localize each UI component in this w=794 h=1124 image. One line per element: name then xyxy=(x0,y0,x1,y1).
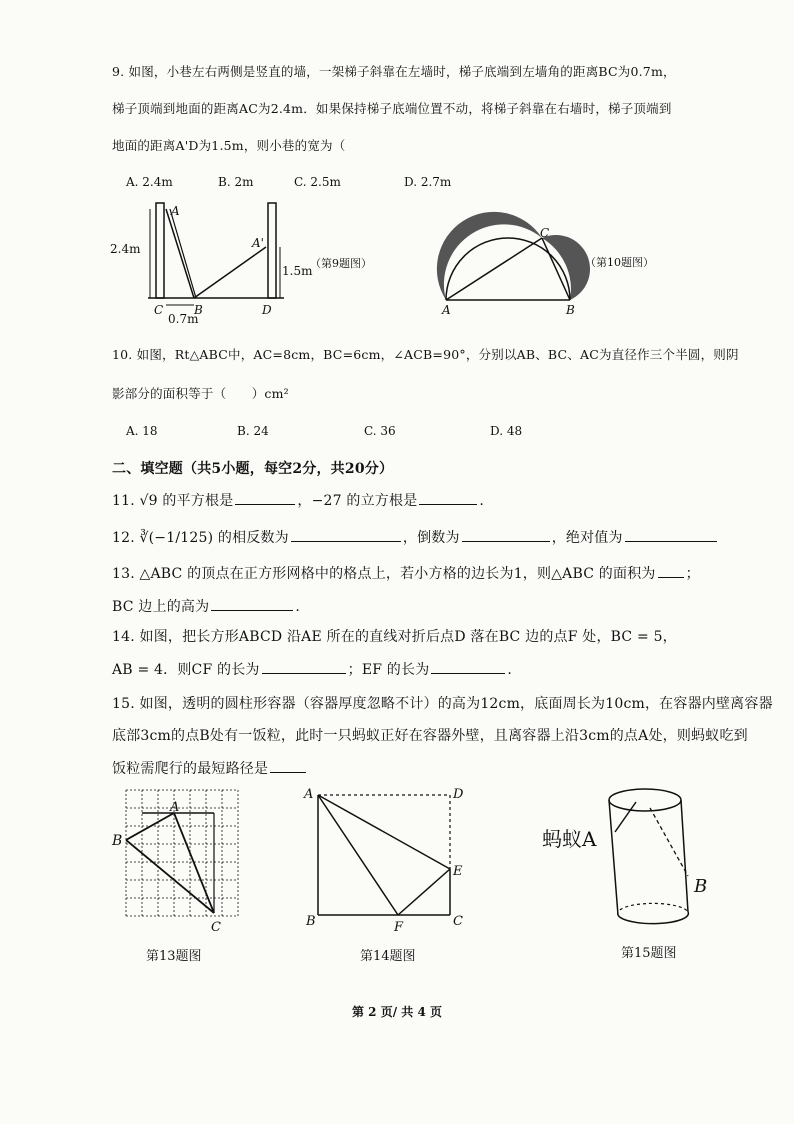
q12-blank-3[interactable] xyxy=(625,528,717,542)
figure-14-caption: 第14题图 xyxy=(360,949,416,964)
point-f: F xyxy=(394,920,404,935)
q15-line2: 底部3cm的点B处有一饭粒，此时一只蚂蚁正好在容器外壁，且离容器上沿3cm的点A处，则蚂蚁吃到 xyxy=(112,728,748,744)
point-c: C xyxy=(453,914,463,929)
point-a: A xyxy=(170,800,180,815)
q12-blank-2[interactable] xyxy=(462,528,550,542)
point-b: B xyxy=(694,876,708,897)
triangle-side-ba xyxy=(126,813,174,840)
figure-10-caption: （第10题图） xyxy=(585,256,654,269)
cylinder-bottom-back xyxy=(618,903,688,915)
section-2-title: 二、填空题（共5小题，每空2分，共20分） xyxy=(112,461,394,477)
point-c: C xyxy=(211,920,221,935)
figure-13-caption: 第13题图 xyxy=(146,949,202,964)
point-c: C xyxy=(154,303,164,317)
q14-text-a: AB = 4．则CF 的长为 xyxy=(112,662,260,678)
point-a: A xyxy=(304,787,314,802)
figure-9-caption: （第9题图） xyxy=(310,257,372,270)
ladder-right xyxy=(194,247,266,298)
figure-15-caption: 第15题图 xyxy=(621,946,677,961)
q9-option-b: B. 2m xyxy=(218,175,254,189)
q13-text-2-end: . xyxy=(295,599,300,615)
point-d: D xyxy=(453,787,464,802)
q14-blank-ef[interactable] xyxy=(431,660,505,674)
q13-text-1-end: ； xyxy=(685,566,700,582)
figure-15 xyxy=(540,780,720,940)
q13-blank-area[interactable] xyxy=(658,564,684,578)
q15-text-3: 饭粒需爬行的最短路径是 xyxy=(112,761,269,777)
q11-part1: 11. √9 的平方根是 xyxy=(112,493,234,509)
q10-text-line1: 10. 如图，Rt△ABC中，AC=8cm，BC=6cm，∠ACB=90°，分别以AB、BC、AC为直径作三个半圆，则阴 xyxy=(112,347,739,362)
point-b: B xyxy=(112,833,123,849)
point-c: C xyxy=(540,226,550,240)
q14-line2 xyxy=(112,659,512,679)
q13-text-1: 13. △ABC 的顶点在正方形网格中的格点上，若小方格的边长为1，则△ABC 的面积为 xyxy=(112,566,656,582)
figure-9 xyxy=(110,195,410,325)
left-wall xyxy=(156,203,164,298)
figure-10 xyxy=(430,210,690,320)
triangle-side-bc xyxy=(126,840,214,913)
q14-blank-cf[interactable] xyxy=(262,660,346,674)
figure-14 xyxy=(300,785,480,935)
cylinder-right-side xyxy=(681,800,688,912)
q11-blank-2[interactable] xyxy=(419,491,477,505)
label-0-7m: 0.7m xyxy=(168,312,199,326)
path-a-to-rim xyxy=(615,802,636,832)
q10-option-c: C. 36 xyxy=(364,424,396,438)
q11-part2: ，−27 的立方根是 xyxy=(297,493,418,509)
q11-question xyxy=(112,490,484,510)
q11-blank-1[interactable] xyxy=(235,491,295,505)
q9-text-line3: 地面的距离A'D为1.5m，则小巷的宽为（ xyxy=(112,138,346,153)
fold-line-ae xyxy=(318,795,450,869)
q9-option-a: A. 2.4m xyxy=(126,175,173,189)
shaded-lune-left xyxy=(437,212,542,300)
q10-option-b: B. 24 xyxy=(237,424,269,438)
q10-text-line2: 影部分的面积等于（ ）cm² xyxy=(112,386,289,401)
ant-label: 蚂蚁A xyxy=(542,827,597,851)
cylinder-bottom-front xyxy=(618,912,688,924)
q13-text-2: BC 边上的高为 xyxy=(112,599,210,615)
q9-option-c: C. 2.5m xyxy=(294,175,341,189)
point-a-prime: A' xyxy=(252,236,264,250)
point-b: B xyxy=(566,303,575,317)
point-a: A xyxy=(171,204,180,218)
q15-line3 xyxy=(112,758,308,778)
q15-blank[interactable] xyxy=(270,759,306,773)
q9-text-line2: 梯子顶端到地面的距离AC为2.4m．如果保持梯子底端位置不动，将梯子斜靠在右墙时，梯子顶端到 xyxy=(112,101,672,116)
segment-af xyxy=(318,795,398,915)
q10-option-a: A. 18 xyxy=(126,424,158,438)
q9-option-d: D. 2.7m xyxy=(404,175,452,189)
q9-text-line1: 9. 如图，小巷左右两侧是竖直的墙，一架梯子斜靠在左墙时，梯子底端到左墙角的距离BC为0.7m， xyxy=(112,64,676,79)
q11-part3: . xyxy=(479,493,485,509)
q13-line1 xyxy=(112,563,700,583)
q10-option-d: D. 48 xyxy=(490,424,523,438)
q14-text-end: . xyxy=(507,662,513,678)
label-1-5m: 1.5m xyxy=(282,264,313,278)
point-b: B xyxy=(306,914,316,929)
q12-part1: 12. ∛(−1/125) 的相反数为 xyxy=(112,530,289,546)
q13-line2 xyxy=(112,596,300,616)
figure-13 xyxy=(110,785,250,945)
point-b: B xyxy=(194,303,203,317)
ladder-left xyxy=(166,209,194,298)
q12-blank-1[interactable] xyxy=(291,528,401,542)
point-d: D xyxy=(262,303,272,317)
point-e: E xyxy=(453,864,463,879)
q12-part2: ，倒数为 xyxy=(402,530,460,546)
right-wall xyxy=(268,203,276,298)
ladder-left-edge xyxy=(170,209,196,298)
point-a: A xyxy=(442,303,451,317)
q14-text-b: ；EF 的长为 xyxy=(347,662,430,678)
cylinder-left-side xyxy=(609,800,618,915)
cylinder-top xyxy=(609,789,681,811)
page-footer: 第 2 页/ 共 4 页 xyxy=(352,1005,442,1019)
q15-line1: 15. 如图，透明的圆柱形容器（容器厚度忽略不计）的高为12cm，底面周长为10cm，在容器内壁离容器 xyxy=(112,696,773,712)
q14-line1: 14. 如图，把长方形ABCD 沿AE 所在的直线对折后点D 落在BC 边的点F 处，BC = 5， xyxy=(112,629,677,645)
segment-fe xyxy=(398,869,450,915)
q12-question xyxy=(112,527,719,547)
semicircle-ab xyxy=(446,238,570,300)
q12-part3: ，绝对值为 xyxy=(551,530,623,546)
segment-ac xyxy=(446,238,542,300)
label-2-4m: 2.4m xyxy=(110,242,141,256)
q13-blank-height[interactable] xyxy=(211,597,293,611)
